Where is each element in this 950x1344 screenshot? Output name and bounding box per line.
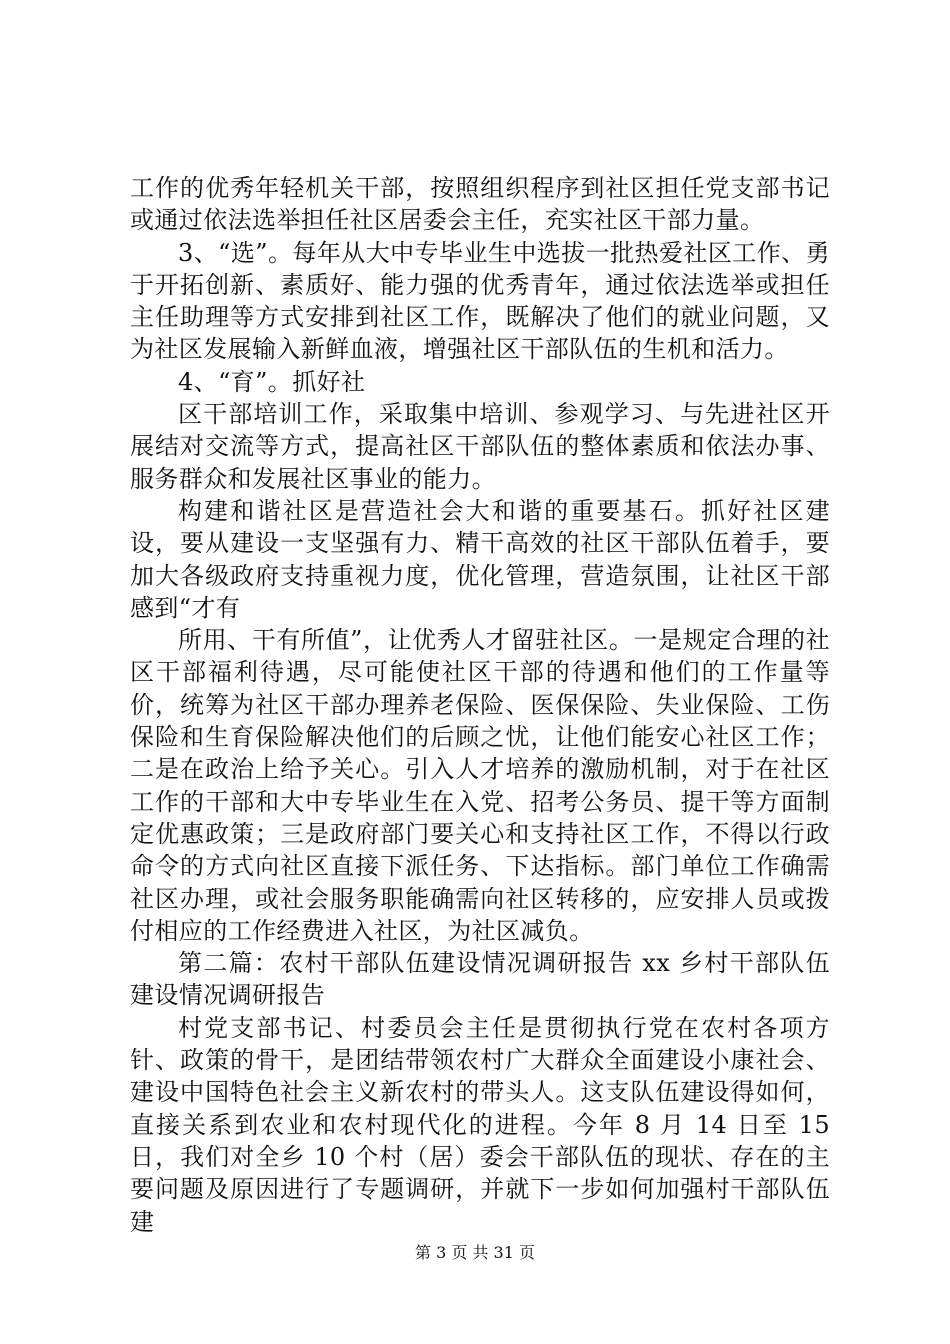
paragraph: 所用、干有所值”，让优秀人才留驻社区。一是规定合理的社区干部福利待遇，尽可能使社区干部的待遇和他们的工作量等价，统筹为社区干部办理养老保险、医保保险、失业保险、工伤保险和生育保险解决他们的后顾之忧，让他们能安心社区工作；二是在政治上给予关心。引入人才培养的激励机制，对于在社区工作的干部和大中专毕业生在入党、招考公务员、提干等方面制定优惠政策；三是政府部门要关心和支持社区工作，不得以行政命令的方式向社区直接下派任务、下达指标。部门单位工作确需社区办理，或社会服务职能确需向社区转移的，应安排人员或拨付相应的工作经费进入社区，为社区减负。	[130, 626, 830, 945]
page-footer: 第 3 页 共 31 页	[415, 1243, 535, 1262]
section-heading-paragraph: 第二篇：农村干部队伍建设情况调研报告 xx 乡村干部队伍建设情况调研报告	[130, 949, 830, 1010]
document-body	[130, 172, 830, 1238]
paragraph: 3、“选”。每年从大中专毕业生中选拔一批热爱社区工作、勇于开拓创新、素质好、能力强的优秀青年，通过依法选举或担任主任助理等方式安排到社区工作，既解决了他们的就业问题，又为社区发展输入新鲜血液，增强社区干部队伍的生机和活力。	[130, 238, 830, 364]
paragraph: 4、“育”。抓好社	[178, 367, 366, 396]
paragraph: 工作的优秀年轻机关干部，按照组织程序到社区担任党支部书记或通过依法选举担任社区居委会主任，充实社区干部力量。	[130, 174, 830, 235]
paragraph: 构建和谐社区是营造社会大和谐的重要基石。抓好社区建设，要从建设一支坚强有力、精干高效的社区干部队伍着手，要加大各级政府支持重视力度，优化管理，营造氛围，让社区干部感到“才有	[130, 496, 830, 622]
paragraph: 区干部培训工作，采取集中培训、参观学习、与先进社区开展结对交流等方式，提高社区干部队伍的整体素质和依法办事、服务群众和发展社区事业的能力。	[130, 400, 830, 493]
paragraph: 村党支部书记、村委员会主任是贯彻执行党在农村各项方针、政策的骨干，是团结带领农村广大群众全面建设小康社会、建设中国特色社会主义新农村的带头人。这支队伍建设得如何，直接关系到农业和农村现代化的进程。今年 8 月 14 日至 15 日，我们对全乡 10 个村（居）委会干部队伍的现状、存在的主要问题及原因进行了专题调研，并就下一步如何加强村干部队伍建	[130, 1013, 830, 1236]
